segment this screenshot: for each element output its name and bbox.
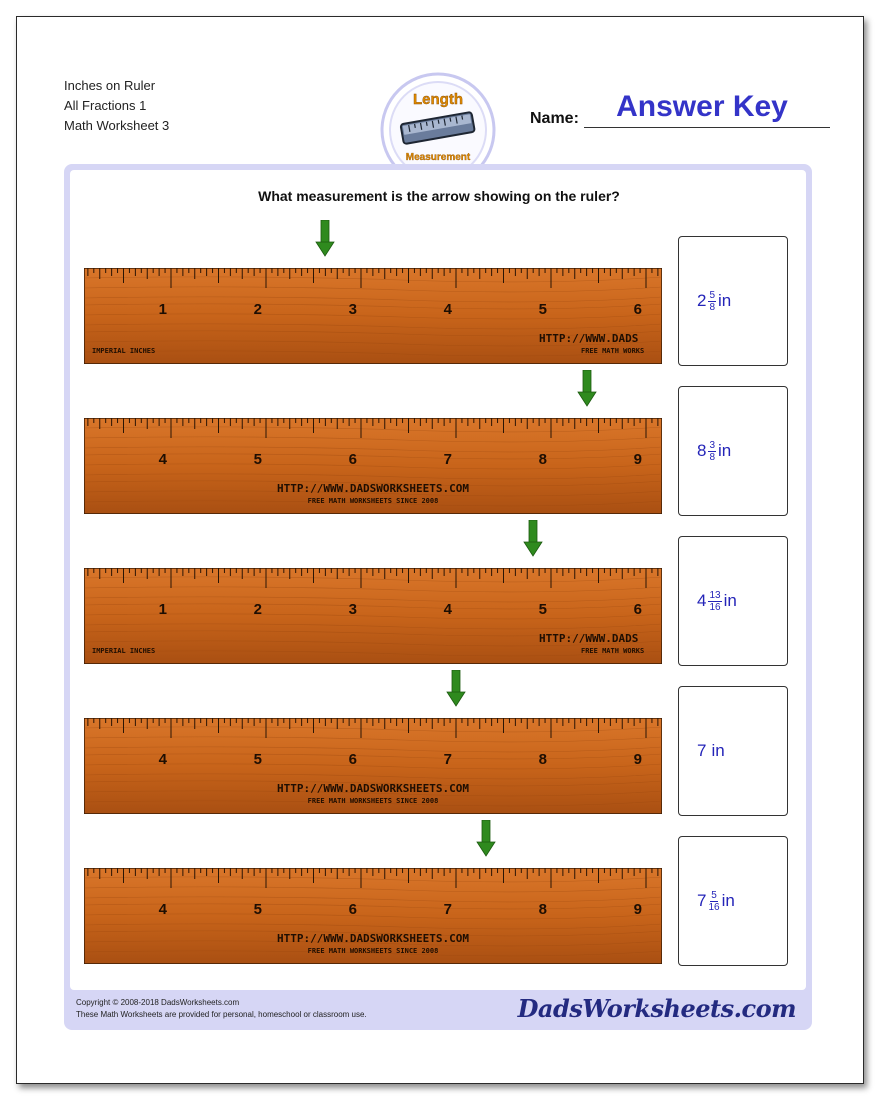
ruler-inch-label: 1 — [158, 301, 167, 318]
ruler-inch-label: 6 — [348, 901, 357, 918]
ruler-inch-label: 5 — [253, 451, 262, 468]
ruler-inch-label: 5 — [538, 301, 547, 318]
ruler-problem — [84, 678, 794, 812]
ruler-tagline-text: FREE MATH WORKSHEETS SINCE 2008 — [307, 797, 439, 805]
answer-whole: 2 — [697, 291, 707, 310]
ruler-problem — [84, 228, 794, 362]
ruler-inch-label: 6 — [633, 601, 642, 618]
ruler-inch-label: 5 — [253, 901, 262, 918]
ruler-inch-label: 8 — [538, 451, 547, 468]
fraction-denominator: 8 — [709, 301, 716, 313]
answer-fraction — [708, 890, 719, 913]
ruler-inch-label: 8 — [538, 751, 547, 768]
usage-note: These Math Worksheets are provided for personal, homeschool or classroom use. — [76, 1010, 367, 1019]
answer-fraction — [708, 440, 716, 463]
title-line-3: Math Worksheet 3 — [64, 118, 170, 133]
ruler-inch-label: 7 — [443, 451, 452, 468]
answer-box — [678, 386, 788, 516]
ruler-inch-label: 3 — [348, 601, 357, 618]
title-line-1: Inches on Ruler — [64, 78, 156, 93]
ruler-image — [84, 268, 662, 364]
footer-copyright — [76, 997, 367, 1021]
answer-box — [678, 236, 788, 366]
ruler-inch-label: 4 — [158, 451, 167, 468]
ruler-problem — [84, 828, 794, 962]
down-arrow-icon — [577, 370, 597, 410]
ruler-image — [84, 568, 662, 664]
ruler-inch-label: 6 — [633, 301, 642, 318]
badge-top-text: Length — [413, 91, 463, 108]
answer-fraction — [708, 290, 716, 313]
ruler-tagline-text: FREE MATH WORKSHEETS SINCE 2008 — [307, 947, 439, 955]
ruler-image — [84, 418, 662, 514]
badge-bottom-text: Measurement — [405, 152, 471, 163]
ruler-inch-label: 9 — [633, 451, 642, 468]
answer-fraction — [708, 590, 721, 613]
ruler-inch-label: 2 — [253, 301, 262, 318]
ruler-image — [84, 868, 662, 964]
ruler-inch-label: 6 — [348, 451, 357, 468]
ruler-inch-label: 4 — [158, 751, 167, 768]
answer-whole: 7 — [697, 741, 707, 760]
name-label: Name: — [530, 110, 579, 127]
ruler-inch-label: 3 — [348, 301, 357, 318]
ruler-brand-text: IMPERIAL INCHES — [92, 647, 156, 655]
fraction-denominator: 8 — [709, 451, 716, 463]
ruler-tagline-text: FREE MATH WORKS — [581, 347, 645, 355]
fraction-numerator: 5 — [709, 289, 716, 301]
ruler-inch-label: 6 — [348, 751, 357, 768]
name-field-line — [584, 127, 830, 128]
ruler-inch-label: 4 — [443, 301, 452, 318]
fraction-denominator: 16 — [709, 601, 721, 613]
fraction-denominator: 16 — [708, 901, 720, 913]
copyright-text: Copyright © 2008-2018 DadsWorksheets.com — [76, 998, 240, 1007]
dadsworksheets-logo: DadsWorksheets.com — [517, 994, 796, 1023]
ruler-inch-label: 4 — [158, 901, 167, 918]
ruler-url-text: HTTP://WWW.DADSWORKSHEETS.COM — [276, 482, 470, 495]
answer-box — [678, 686, 788, 816]
ruler-url-text: HTTP://WWW.DADSWORKSHEETS.COM — [276, 932, 470, 945]
answer-whole: 4 — [697, 591, 707, 610]
answer-key-title: Answer Key — [616, 90, 788, 123]
answer-unit: in — [718, 291, 732, 310]
fraction-numerator: 3 — [709, 439, 716, 451]
ruler-inch-label: 9 — [633, 901, 642, 918]
ruler-inch-label: 7 — [443, 751, 452, 768]
ruler-url-text: HTTP://WWW.DADS — [539, 632, 639, 645]
worksheet-title-block — [64, 76, 169, 136]
ruler-inch-label: 4 — [443, 601, 452, 618]
ruler-inch-label: 8 — [538, 901, 547, 918]
answer-unit: in — [723, 591, 737, 610]
answer-whole: 8 — [697, 441, 707, 460]
ruler-inch-label: 2 — [253, 601, 262, 618]
down-arrow-icon — [523, 520, 543, 560]
ruler-image — [84, 718, 662, 814]
answer-unit: in — [718, 441, 732, 460]
answer-whole: 7 — [697, 891, 707, 910]
ruler-inch-label: 1 — [158, 601, 167, 618]
ruler-brand-text: IMPERIAL INCHES — [92, 347, 156, 355]
fraction-numerator: 13 — [709, 589, 721, 601]
ruler-problem — [84, 528, 794, 662]
title-line-2: All Fractions 1 — [64, 98, 147, 113]
down-arrow-icon — [446, 670, 466, 710]
answer-box — [678, 836, 788, 966]
ruler-tagline-text: FREE MATH WORKSHEETS SINCE 2008 — [307, 497, 439, 505]
ruler-inch-label: 5 — [538, 601, 547, 618]
answer-box — [678, 536, 788, 666]
ruler-inch-label: 5 — [253, 751, 262, 768]
ruler-url-text: HTTP://WWW.DADSWORKSHEETS.COM — [276, 782, 470, 795]
ruler-problem — [84, 378, 794, 512]
ruler-inch-label: 9 — [633, 751, 642, 768]
answer-unit: in — [721, 891, 735, 910]
ruler-url-text: HTTP://WWW.DADS — [539, 332, 639, 345]
ruler-inch-label: 7 — [443, 901, 452, 918]
down-arrow-icon — [476, 820, 496, 860]
fraction-numerator: 5 — [711, 889, 717, 901]
answer-unit: in — [711, 741, 725, 760]
question-text: What measurement is the arrow showing on the ruler? — [258, 188, 620, 204]
down-arrow-icon — [315, 220, 335, 260]
ruler-tagline-text: FREE MATH WORKS — [581, 647, 645, 655]
